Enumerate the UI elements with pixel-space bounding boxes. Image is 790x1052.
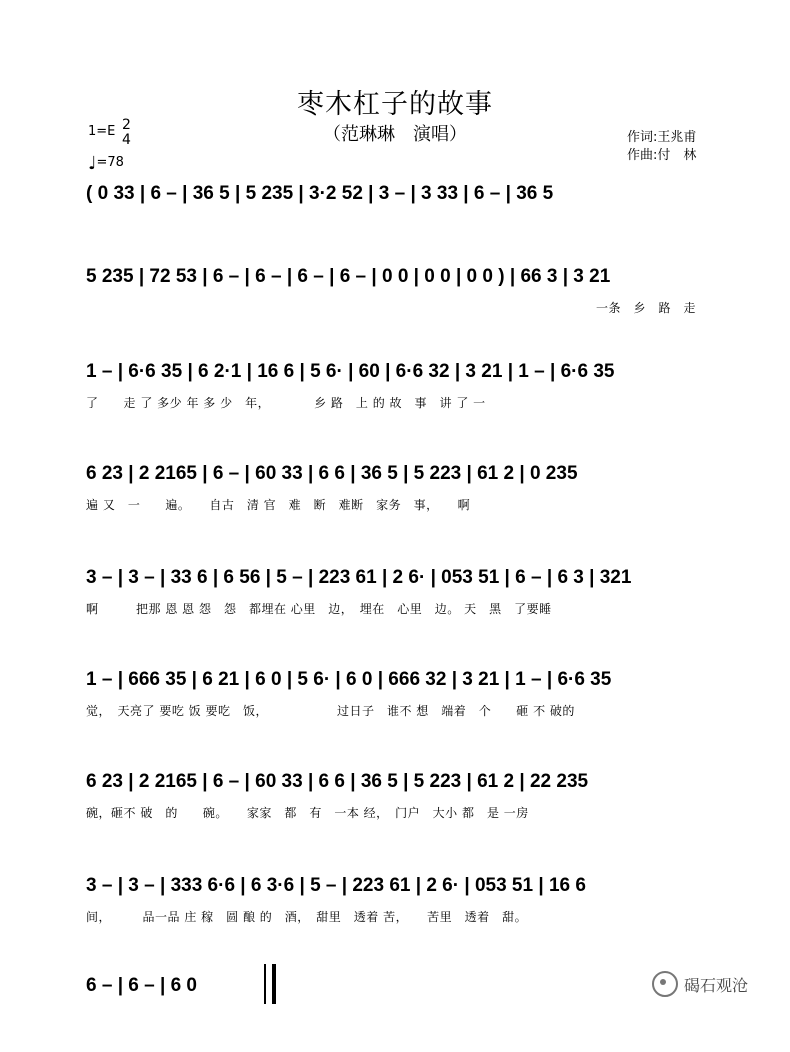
score-line-8	[86, 872, 736, 952]
watermark	[652, 971, 748, 997]
score-line-6	[86, 666, 736, 746]
watermark-text: 碣石观沧	[684, 975, 749, 995]
lyricist-credit: 作词:王兆甫	[627, 130, 697, 145]
lyrics-row: 觉， 天亮了 要吃 饭 要吃 饭， 过日子 谁不 想 端着 个 砸 不 破的	[86, 704, 575, 718]
notation-row: 1 – | 666 35 | 6 21 | 6 0 | 5 6· | 6 0 | 666 32 | 3 21 | 1 – | 6·6 35	[86, 669, 612, 690]
composer-credit: 作曲:付 林	[627, 148, 697, 163]
lyrics-row: 间， 品一品 庄 稼 圆 酿 的 酒， 甜里 透着 苦， 苦里 透着 甜。	[86, 910, 528, 924]
notation-row: 6 23 | 2 2165 | 6 – | 60 33 | 6 6 | 36 5 | 5 223 | 61 2 | 22 235	[86, 771, 589, 792]
time-signature	[122, 118, 131, 148]
lyrics-row: 碗，砸不 破 的 碗。 家家 都 有 一本 经， 门户 大小 都 是 一房	[86, 806, 529, 820]
quarter-note-icon: ♩	[88, 153, 97, 174]
key-signature: 1=E	[88, 124, 116, 139]
notation-row: 6 23 | 2 2165 | 6 – | 60 33 | 6 6 | 36 5 | 5 223 | 61 2 | 0 235	[86, 463, 578, 484]
lyrics-row: 遍 又 一 遍。 自古 清 官 难 断 难断 家务 事， 啊	[86, 498, 471, 512]
score-line-2	[86, 263, 736, 343]
lyrics-row: 啊 把那 恩 恩 怨 怨 都埋在 心里 边， 埋在 心里 边。 天 黑 了要睡	[86, 602, 552, 616]
tempo-value: =78	[96, 155, 124, 170]
song-title: 枣木杠子的故事	[297, 89, 493, 120]
notation-row: ( 0 33 | 6 – | 36 5 | 5 235 | 3·2 52 | 3 – | 3 33 | 6 – | 36 5	[86, 183, 554, 204]
score-line-1	[86, 180, 736, 260]
score-line-9	[86, 972, 266, 1052]
final-barline	[264, 964, 276, 1004]
notation-row: 3 – | 3 – | 33 6 | 6 56 | 5 – | 223 61 | 2 6· | 053 51 | 6 – | 6 3 | 321	[86, 567, 632, 588]
score-line-3	[86, 358, 736, 438]
performer-subtitle: （范琳琳 演唱）	[323, 124, 467, 145]
score-line-7	[86, 768, 736, 848]
lyrics-row: 了 走 了 多少 年 多 少 年， 乡 路 上 的 故 事 讲 了 一	[86, 396, 486, 410]
meter-bottom: 4	[122, 132, 131, 148]
wechat-account-icon	[652, 971, 678, 997]
notation-row: 1 – | 6·6 35 | 6 2·1 | 16 6 | 5 6· | 60 | 6·6 32 | 3 21 | 1 – | 6·6 35	[86, 361, 615, 382]
score-line-4	[86, 460, 736, 540]
notation-row: 3 – | 3 – | 333 6·6 | 6 3·6 | 5 – | 223 61 | 2 6· | 053 51 | 16 6	[86, 875, 586, 896]
notation-row: 5 235 | 72 53 | 6 – | 6 – | 6 – | 6 – | 0 0 | 0 0 | 0 0 ) | 66 3 | 3 21	[86, 266, 611, 287]
notation-row: 6 – | 6 – | 6 0	[86, 975, 197, 996]
tempo-marking	[88, 150, 124, 174]
meter-top: 2	[122, 117, 131, 133]
score-line-5	[86, 564, 736, 644]
lyrics-row: 一条 乡 路 走	[596, 301, 697, 315]
